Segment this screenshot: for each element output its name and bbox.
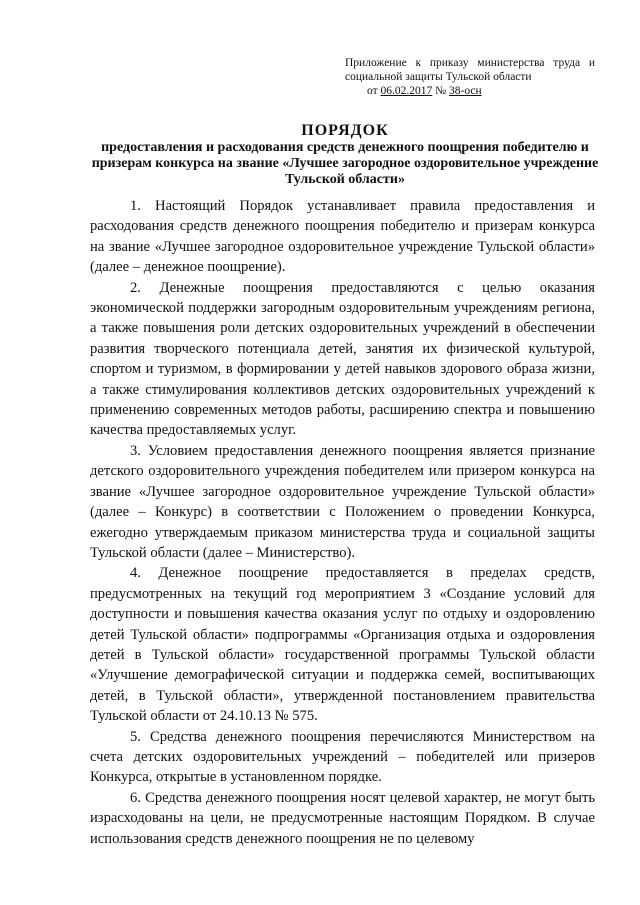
order-date: 06.02.2017 bbox=[380, 85, 433, 97]
title-main: ПОРЯДОК bbox=[301, 122, 389, 139]
paragraph-1: 1. Настоящий Порядок устанавливает правила предоставления и расходования средств денежного поощрения победителю и призерам конкурса на звание «Лучшее загородное оздоровительное учреждение Тульской области» (далее – денежное поощрение). bbox=[90, 198, 595, 276]
appendix-line-3 bbox=[345, 84, 595, 98]
appendix-line-1: Приложение к приказу министерства труда и bbox=[345, 57, 595, 69]
number-sign: № bbox=[432, 85, 449, 97]
document-body bbox=[90, 196, 595, 849]
paragraph-6: 6. Средства денежного поощрения носят целевой характер, не могут быть израсходованы на цели, не предусмотренные настоящим Порядком. В случае использования средств денежного поощрения не по целевому bbox=[90, 789, 595, 847]
title-subtitle: предоставления и расходования средств денежного поощрения победителю и призерам конкурса на звание «Лучшее загородное оздоровительное учреждение Тульской области» bbox=[91, 140, 599, 187]
appendix-line-2: социальной защиты Тульской области bbox=[345, 71, 532, 83]
paragraph-4: 4. Денежное поощрение предоставляется в пределах средств, предусмотренных на текущий год мероприятием 3 «Создание условий для доступности и повышения качества оказания услуг по отдыху и оздоровлению детей Тульской области» подпрограммы «Организация отдыха и оздоровления детей в Тульской области» государственной программы Тульской области «Улучшение демографической ситуации и поддержка семей, воспитывающих детей, в Тульской области», утвержденной постановлением правительства Тульской области от 24.10.13 № 575. bbox=[90, 565, 595, 725]
appendix-date-prefix: от bbox=[367, 85, 381, 97]
document-title bbox=[90, 122, 600, 188]
appendix-header bbox=[345, 56, 595, 98]
paragraph-3: 3. Условием предоставления денежного поощрения является признание детского оздоровительного учреждения победителем или призером конкурса на звание «Лучшее загородное оздоровительное учреждение Тульской области» (далее – Конкурс) в соответствии с Положением о проведении Конкурса, ежегодно утверждаемым приказом министерства труда и социальной защиты Тульской области (далее – Министерство). bbox=[90, 442, 595, 561]
paragraph-5: 5. Средства денежного поощрения перечисляются Министерством на счета детских оздоровительных учреждений – победителей или призеров Конкурса, открытые в установленном порядке. bbox=[90, 728, 595, 786]
order-number: 38-осн bbox=[448, 85, 482, 97]
paragraph-2: 2. Денежные поощрения предоставляются с целью оказания экономической поддержки загородным оздоровительным учреждениям региона, а также повышения роли детских оздоровительных учреждений в обеспечении развития творческого потенциала детей, занятия их физической культурой, спортом и туризмом, в формировании у детей навыков здорового образа жизни, а также стимулирования коллективов детских оздоровительных учреждений к применению современных методов работы, расширению спектра и повышению качества предоставляемых услуг. bbox=[90, 279, 595, 439]
